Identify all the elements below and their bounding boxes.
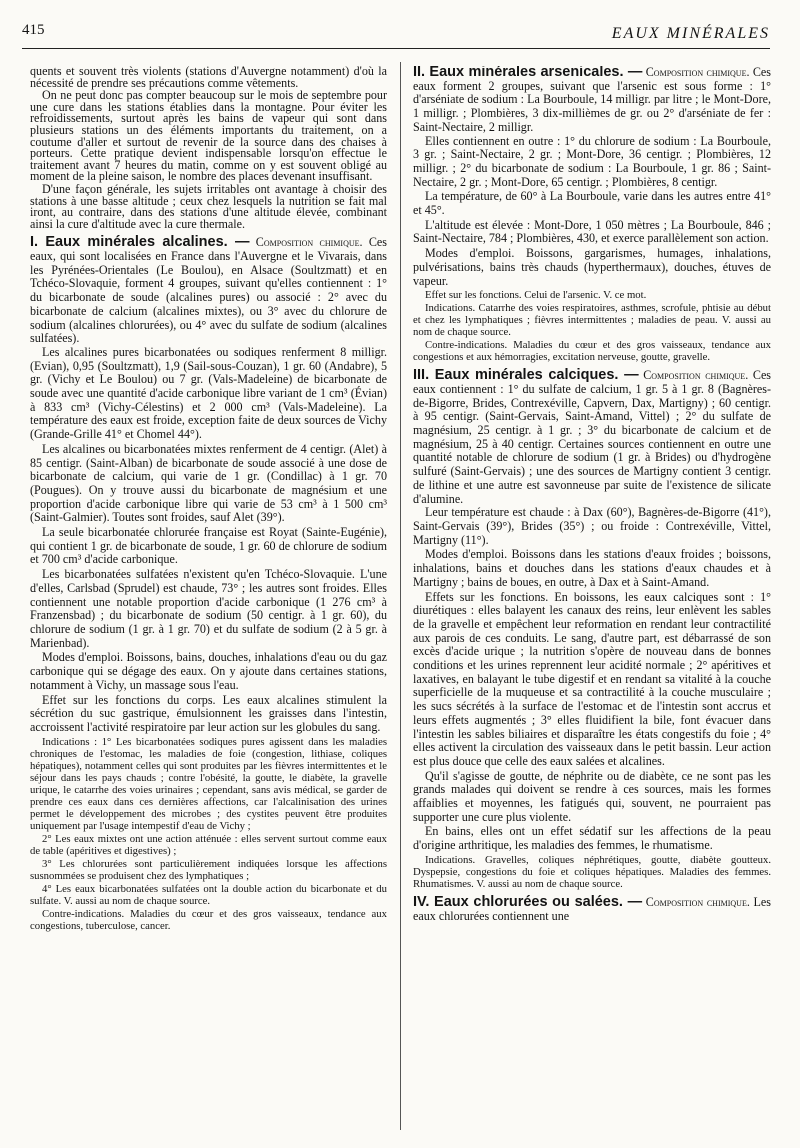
- paragraph: La seule bicarbonatée chlorurée française est Royat (Sainte-Eugénie), qui contient 1 gr. de bicarbonate de soude, 1 gr. 60 de chlorure de sodium et 700 cm³ d'acide carbonique.: [30, 525, 387, 567]
- paragraph: Contre-indications. Maladies du cœur et des gros vaisseaux, tendance aux congestions, tuberculose, cancer.: [30, 907, 387, 932]
- paragraph: Indications. Catarrhe des voies respiratoires, asthmes, scrofule, phtisie au début et chez les lymphatiques ; fièvres intermittentes ; maladies de peau. V. aussi au nom de chaque source.: [413, 302, 771, 339]
- paragraph: D'une façon générale, les sujets irritables ont avantage à choisir des stations à une basse altitude ; ceux chez lesquels la nutrition se fait mal iront, au contraire, dans des stations d'une altitude élevée, combinant ainsi la cure d'altitude avec la cure thermale.: [30, 181, 387, 231]
- paragraph: Leur température est chaude : à Dax (60°), Bagnères-de-Bigorre (41°), Saint-Gervais (39°), Brides (35°) ; ou froide : Contrexéville, Vittel, Martigny (11°).: [413, 505, 771, 547]
- paragraph: Ces eaux forment 2 groupes, suivant que l'arsenic est sous forme : 1° d'arséniate de sodium : La Bourboule, 14 milligr. par litre ; le Mont-Dore, 1 milligr. ; Plombières, 3 dix-millièmes de gr. ou 2° d'arséniate de fer : Saint-Nectaire, 2 milligr.: [413, 66, 771, 134]
- paragraph: En bains, elles ont un effet sédatif sur les affections de la peau d'origine arthritique, les maladies des femmes, le rhumatisme.: [413, 824, 771, 853]
- paragraph: 3° Les chlorurées sont particulièrement indiquées lorsque les affections susnommées se produisent chez des lymphatiques ;: [30, 857, 387, 882]
- section-subheading: Composition chimique.: [255, 235, 363, 250]
- section-heading: II. Eaux minérales arsenicales. —: [413, 66, 643, 80]
- section-arsenicales: [413, 66, 771, 135]
- paragraph: Les alcalines pures bicarbonatées ou sodiques renferment 8 milligr. (Evian), 0,95 (Soultzmatt), 1,9 (Sail-sous-Couzan), 1 gr. 60 (Andabre), 5 gr. (Vichy et Le Boulou) ou 7 gr. (Vals-Madeleine) de bicarbonate de soude avec une quantité d'acide carbonique libre variant de 1 cm³ (Évian) à 833 cm³ (Vichy-Célestins) et 2 000 cm³ (Vals-Madeleine). La température des eaux est froide, exception faite de deux sources de Vichy (Grande-Grille 41° et Chomel 44°).: [30, 344, 387, 442]
- column-divider: [400, 62, 401, 1130]
- paragraph: Les alcalines ou bicarbonatées mixtes renferment de 4 centigr. (Alet) à 85 centigr. (Saint-Alban) de bicarbonate de soude associé à une dose de bicarbonate de calcium, qui varie de 1 gr. (Condillac) à 1 gr. 70 (Pougues). On y trouve aussi du bicarbonate de magnésium et une proportion d'acide carbonique libre qui varie de 53 cm³ à 1 500 cm³ (Saint-Galmier). Toutes sont froides, sauf Alet (39°).: [30, 441, 387, 525]
- paragraph: Effets sur les fonctions. En boissons, les eaux calciques sont : 1° diurétiques : elles balayent les canaux des reins, leur enlèvent les sables de la gravelle et empêchent leur reformation en rendant leur contractilité aux parois de ces conduits. Le sang, d'autre part, est débarrassé de son excès d'acide urique ; la nutrition s'opère de nouveau dans de bonnes conditions et les urines reprennent leur acidité normale ; 2° apéritives et laxatives, en balayant le tube digestif et en rendant sa vitalité à la couche superficielle de la muqueuse et sa contractilité à la couche musculaire ; les sucs sécrétés à la surface de l'estomac et de l'intestin sont accrus et leurs effets augmentés ; 3° elles fluidifient la bile, font évacuer dans l'intestin les sables biliaires et disparaître les états congestifs du foie ; 4° elles activent la circulation des vaisseaux dans le petit bassin. Leur action est plus douce que celle des eaux salées et alcalines.: [413, 589, 771, 768]
- section-subheading: Composition chimique.: [645, 894, 750, 909]
- paragraph: Les eaux chlorurées contiennent une: [413, 894, 771, 923]
- section-heading: IV. Eaux chlorurées ou salées. —: [413, 893, 643, 910]
- paragraph: 4° Les eaux bicarbonatées sulfatées ont la double action du bicarbonate et du sulfate. V. aussi au nom de chaque source.: [30, 882, 387, 907]
- paragraph: Indications. Gravelles, coliques néphrétiques, goutte, diabète goutteux. Dyspepsie, congestions du foie et coliques hépatiques. Maladies des femmes. Rhumatismes. V. aussi au nom de chaque source.: [413, 853, 771, 890]
- paragraph: Indications : 1° Les bicarbonatées sodiques pures agissent dans les maladies chroniques de l'estomac, les maladies de foie (congestion, lithiase, coliques hépatiques), notamment celles qui sont produites par les fièvres intermittentes et le séjour dans les pays chauds ; contre l'obésité, la goutte, le diabète, la gravelle urique, le catarrhe des voies urinaires ; cependant, sans avis médical, se garder de prendre ces eaux dans ces dernières affections, car l'alcalinisation des urines permet le développement des microbes ; des cystites peuvent être produites uniquement par l'usage intempestif d'eau de Vichy ;: [30, 735, 387, 832]
- section-subheading: Composition chimique.: [645, 66, 750, 79]
- page-number: 415: [22, 22, 45, 38]
- section-alcalines: [30, 236, 387, 346]
- paragraph: Effet sur les fonctions du corps. Les eaux alcalines stimulent la sécrétion du suc gastrique, émulsionnent les graisses dans l'intestin, accroissent l'activité respiratoire par leur action sur les globules du sang.: [30, 692, 387, 734]
- paragraph: On ne peut donc pas compter beaucoup sur le mois de septembre pour une cure dans les stations établies dans la montagne. Pour éviter les refroidissements, surtout après les bains de vapeur qui sont dans plusieurs stations un des éléments importants du traitement, on a coutume d'aller et surtout de revenir de la source dans des chaises à porteurs. Cette pratique devient indispensable lorsqu'on effectue le traitement avant 7 heures du matin, comme on y est souvent obligé au moment de la pleine saison, le nombre des places devenant insuffisant.: [30, 88, 387, 184]
- section-heading: I. Eaux minérales alcalines. —: [30, 234, 250, 251]
- section-chlorurees: [413, 893, 771, 923]
- section-heading: III. Eaux minérales calciques. —: [413, 367, 639, 384]
- section-calciques: [413, 369, 771, 506]
- paragraph: 2° Les eaux mixtes ont une action atténuée : elles servent surtout comme eaux de table (apéritives et digestives) ;: [30, 832, 387, 857]
- paragraph: Modes d'emploi. Boissons, bains, douches, inhalations d'eau ou du gaz carbonique qui se dégage des eaux. On y ajoute dans certaines stations, notamment à Vichy, un massage sous l'eau.: [30, 650, 387, 692]
- section-subheading: Composition chimique.: [643, 368, 749, 383]
- paragraph: Modes d'emploi. Boissons, gargarismes, humages, inhalations, pulvérisations, bains très chauds (hyperthermaux), douches, étuves de vapeur.: [413, 246, 771, 288]
- paragraph: quents et souvent très violents (stations d'Auvergne notamment) d'où la nécessité de prendre ses précautions comme vêtements.: [30, 66, 387, 90]
- right-column: [413, 66, 771, 1141]
- paragraph: Qu'il s'agisse de goutte, de néphrite ou de diabète, ce ne sont pas les grands malades qui doivent se rendre à ces sources, mais les formes affaiblies et moyennes, les fatigués qui, souvent, ne pourraient pas supporter une cure plus violente.: [413, 768, 771, 824]
- paragraph: Ces eaux contiennent : 1° du sulfate de calcium, 1 gr. 5 à 1 gr. 8 (Bagnères-de-Bigorre, Brides, Contrexéville, Capvern, Dax, Martigny) ; 60 centigr. à 95 centigr. (Saint-Gervais, Saint-Amand, Vittel) ; 2° du sulfate de magnésium, 25 centigr. à 1 gr. ; 3° du bicarbonate de calcium et de magnésium, 25 à 40 centigr. Certaines sources contiennent en outre une quantité notable de chlorure de sodium (1 gr. à Brides) ou d'hydrogène sulfuré (Saint-Gervais) ; une des sources de Martigny contient 3 centigr. de lithine et une autre est savonneuse par suite de l'existence de silicate d'alumine.: [413, 368, 771, 506]
- paragraph: La température, de 60° à La Bourboule, varie dans les autres entre 41° et 45°.: [413, 189, 771, 218]
- paragraph: L'altitude est élevée : Mont-Dore, 1 050 mètres ; La Bourboule, 846 ; Saint-Nectaire, 784 ; Plombières, 430, et exerce parallèlement son action.: [413, 217, 771, 246]
- page-header: [22, 16, 770, 49]
- paragraph: Les bicarbonatées sulfatées n'existent qu'en Tchéco-Slovaquie. L'une d'elles, Carlsbad (Sprudel) est chaude, 73° ; les autres sont froides. Elles contiennent une notable proportion d'acide carbonique (1 276 cm³ à Franzensbad) ; du bicarbonate de sodium (50 centigr. à 1 gr. 60), du chlorure de sodium (1 gr. à 1 gr. 70) et du sulfate de sodium (2 à 5 gr. à Marienbad).: [30, 567, 387, 650]
- paragraph: Modes d'emploi. Boissons dans les stations d'eaux froides ; boissons, inhalations, bains et douches dans les stations d'eaux chaudes et à Martigny ; bains de boues, en outre, à Dax et à Saint-Amand.: [413, 547, 771, 589]
- running-title: EAUX MINÉRALES: [611, 25, 770, 42]
- paragraph: Contre-indications. Maladies du cœur et des gros vaisseaux, tendance aux congestions et aux hémorragies, excitation nerveuse, goutte, gravelle.: [413, 339, 771, 364]
- paragraph: Elles contiennent en outre : 1° du chlorure de sodium : La Bourboule, 3 gr. ; Saint-Nectaire, 2 gr. ; Mont-Dore, 36 centigr. ; Plombières, 12 milligr. ; 2° du bicarbonate de sodium : La Bourboule, 1 gr. 86 ; Saint-Nectaire, 2 gr. ; Mont-Dore, 65 centigr. ; Plombières, 8 centigr.: [413, 133, 771, 189]
- left-column: [30, 66, 387, 1141]
- paragraph: Effet sur les fonctions. Celui de l'arsenic. V. ce mot.: [425, 289, 647, 302]
- paragraph: Ces eaux, qui sont localisées en France dans l'Auvergne et le Vivarais, dans les Pyrénées-Orientales (Le Boulou), en Alsace (Soultzmatt) et en Tchéco-Slovaquie, forment 4 groupes, suivant qu'elles contiennent : 1° du bicarbonate de soude (alcalines pures) ou associé : 2° avec du bicarbonate de calcium (alcalines mixtes), ou 3° avec du chlorure de sodium (alcalines chlorurées), ou 4° avec du sulfate de sodium (alcalines sulfatées).: [30, 235, 387, 346]
